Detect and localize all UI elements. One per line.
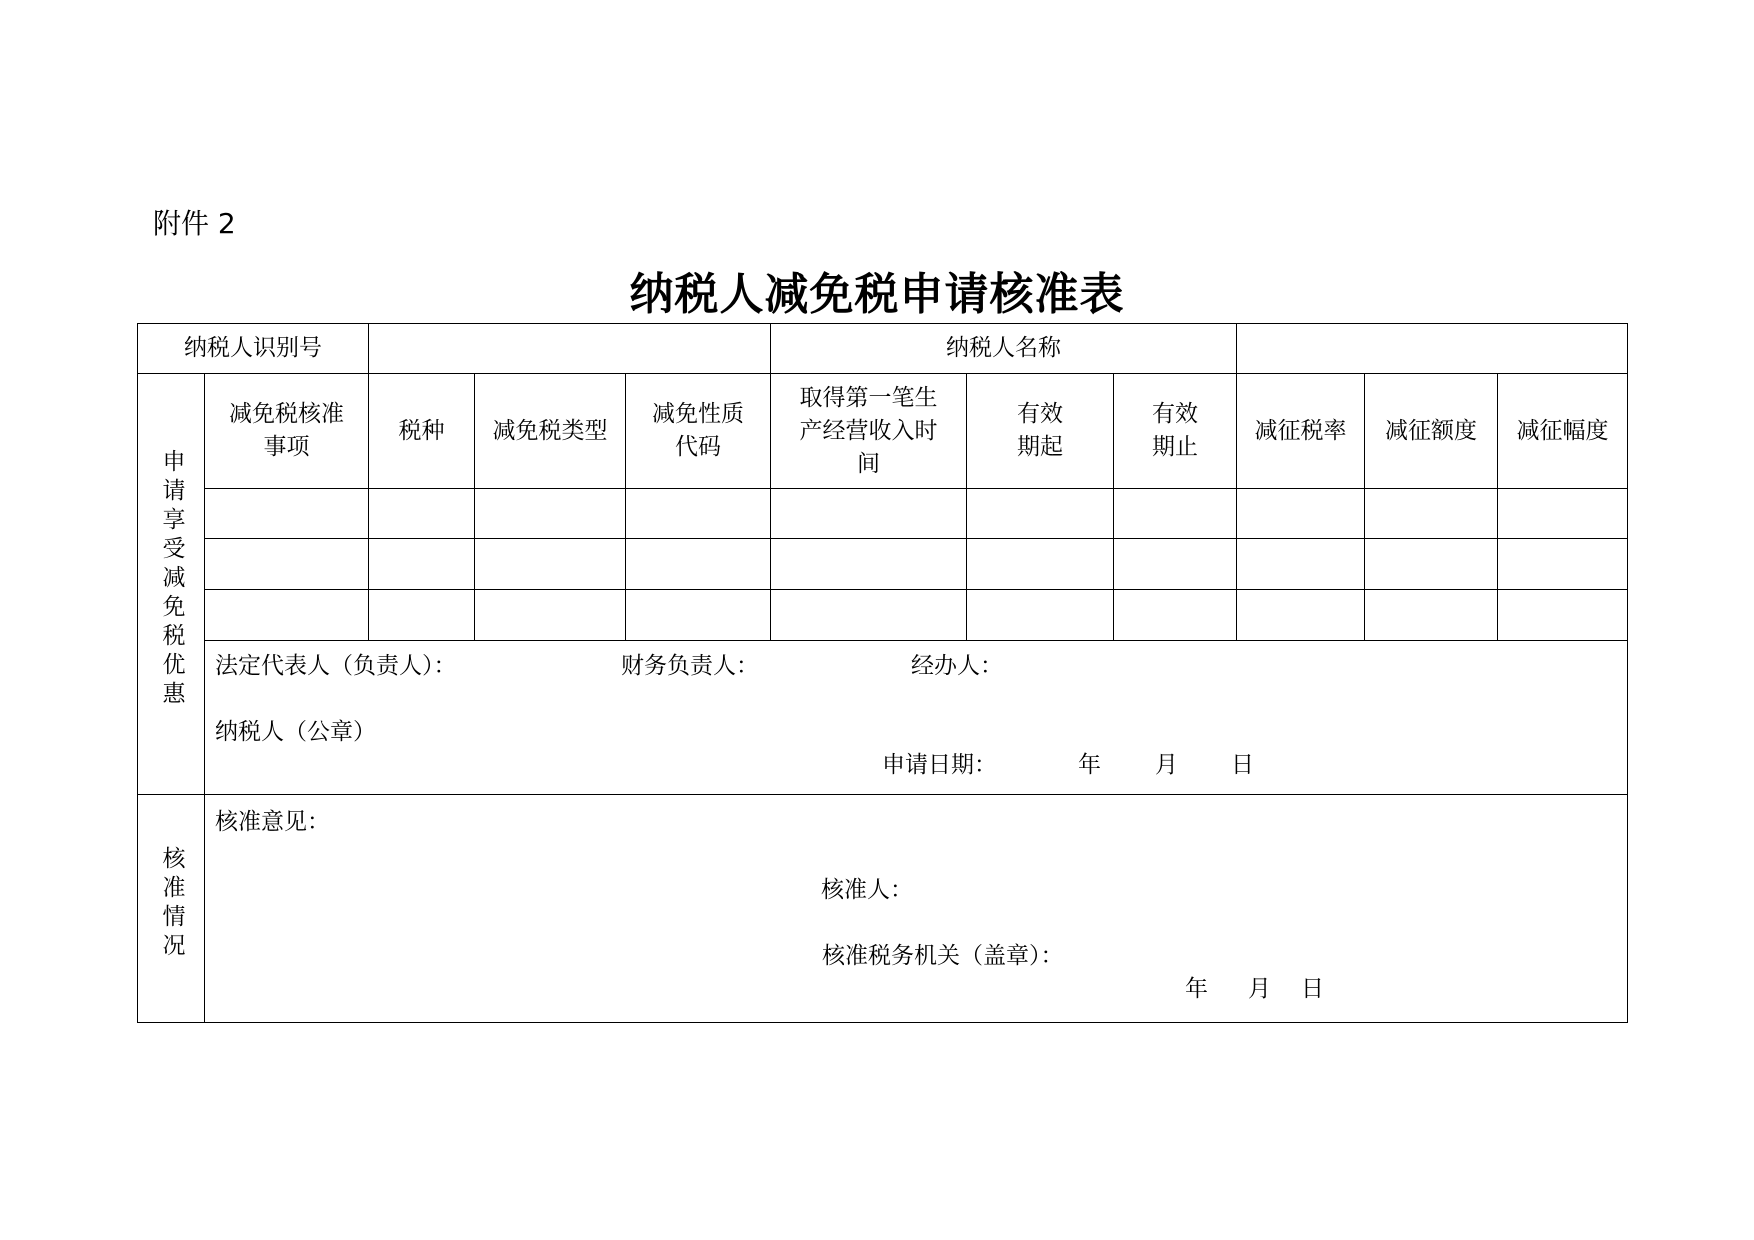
- table-row: [138, 539, 1628, 590]
- approval-block: [205, 795, 1628, 1023]
- column-header-row: [138, 374, 1628, 489]
- apply-date-month: 月: [1155, 752, 1178, 778]
- table-cell[interactable]: [771, 489, 967, 539]
- table-cell[interactable]: [369, 590, 475, 641]
- table-cell[interactable]: [205, 539, 369, 590]
- table-cell[interactable]: [1498, 489, 1628, 539]
- taxpayer-id-field[interactable]: [369, 324, 771, 374]
- taxpayer-seal-label: 纳税人（公章）: [215, 719, 376, 745]
- table-cell[interactable]: [967, 539, 1114, 590]
- table-cell[interactable]: [1114, 489, 1237, 539]
- table-cell[interactable]: [1237, 539, 1365, 590]
- finance-head-label: 财务负责人：: [621, 653, 759, 679]
- tax-exemption-form-table: [137, 323, 1628, 1023]
- legal-rep-label: 法定代表人（负责人）：: [215, 653, 457, 679]
- form-title: 纳税人减免税申请核准表: [629, 269, 1125, 320]
- table-cell[interactable]: [475, 539, 626, 590]
- approver-label: 核准人：: [821, 877, 913, 903]
- table-cell[interactable]: [369, 489, 475, 539]
- table-cell[interactable]: [1237, 489, 1365, 539]
- table-cell[interactable]: [205, 489, 369, 539]
- attachment-label: 附件 2: [153, 207, 236, 240]
- table-cell[interactable]: [475, 489, 626, 539]
- column-header: 有效期起: [967, 374, 1114, 489]
- column-header: 减免税核准事项: [205, 374, 369, 489]
- taxpayer-id-label: 纳税人识别号: [138, 324, 369, 374]
- column-header: 减免税类型: [475, 374, 626, 489]
- signature-row: [138, 641, 1628, 795]
- approval-date-year: 年: [1185, 976, 1208, 1002]
- approval-section-label: 核准情况: [158, 845, 185, 962]
- table-cell[interactable]: [1498, 539, 1628, 590]
- table-cell[interactable]: [1498, 590, 1628, 641]
- column-header: 取得第一笔生产经营收入时间: [771, 374, 967, 489]
- taxpayer-name-field[interactable]: [1237, 324, 1628, 374]
- apply-section-label: 申请享受减免税优惠: [158, 448, 185, 710]
- column-header: 税种: [369, 374, 475, 489]
- approval-date-month: 月: [1248, 976, 1271, 1002]
- table-cell[interactable]: [771, 539, 967, 590]
- table-cell[interactable]: [205, 590, 369, 641]
- table-cell[interactable]: [1365, 590, 1498, 641]
- table-cell[interactable]: [771, 590, 967, 641]
- header-row: [138, 324, 1628, 374]
- approval-row: [138, 795, 1628, 1023]
- approval-date-day: 日: [1301, 976, 1324, 1002]
- table-cell[interactable]: [475, 590, 626, 641]
- table-cell[interactable]: [626, 489, 771, 539]
- apply-section-label-cell: [138, 374, 205, 795]
- table-cell[interactable]: [1365, 489, 1498, 539]
- table-cell[interactable]: [1114, 539, 1237, 590]
- table-cell[interactable]: [967, 489, 1114, 539]
- apply-date-label: 申请日期：: [882, 752, 997, 778]
- table-cell[interactable]: [369, 539, 475, 590]
- approval-section-label-cell: [138, 795, 205, 1023]
- table-cell[interactable]: [626, 590, 771, 641]
- approval-opinion-label: 核准意见：: [215, 809, 330, 835]
- table-cell[interactable]: [1365, 539, 1498, 590]
- authority-seal-label: 核准税务机关（盖章）：: [822, 943, 1064, 969]
- column-header: 减征幅度: [1498, 374, 1628, 489]
- table-row: [138, 489, 1628, 539]
- taxpayer-name-label: 纳税人名称: [771, 324, 1237, 374]
- table-cell[interactable]: [626, 539, 771, 590]
- table-row: [138, 590, 1628, 641]
- signature-block: [205, 641, 1628, 795]
- handler-label: 经办人：: [911, 653, 1003, 679]
- table-cell[interactable]: [1114, 590, 1237, 641]
- apply-date-year: 年: [1078, 752, 1101, 778]
- table-cell[interactable]: [967, 590, 1114, 641]
- column-header: 有效期止: [1114, 374, 1237, 489]
- table-cell[interactable]: [1237, 590, 1365, 641]
- column-header: 减征额度: [1365, 374, 1498, 489]
- apply-date-day: 日: [1231, 752, 1254, 778]
- column-header: 减征税率: [1237, 374, 1365, 489]
- column-header: 减免性质代码: [626, 374, 771, 489]
